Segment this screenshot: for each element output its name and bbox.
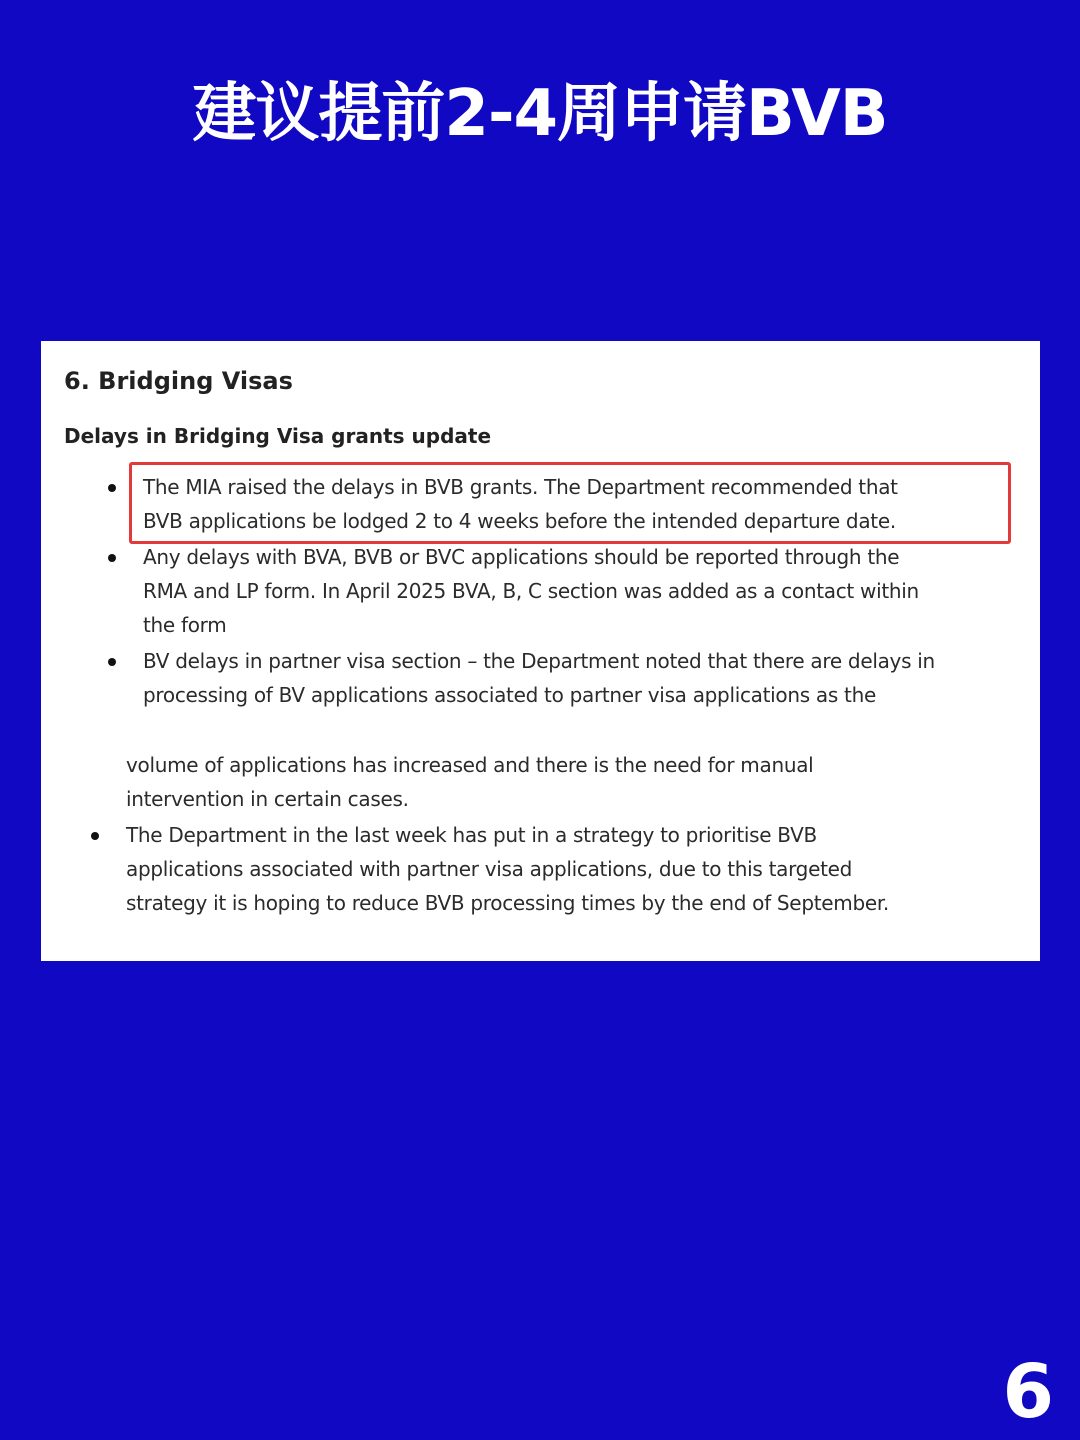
- page-title: 建议提前2-4周申请BVB: [192, 77, 888, 151]
- bullet-3-line-3: volume of applications has increased and there is the need for manual: [126, 753, 814, 777]
- bullet-1-line-1: The MIA raised the delays in BVB grants. The Department recommended that: [143, 475, 898, 499]
- bullet-4-line-3: strategy it is hoping to reduce BVB processing times by the end of September.: [126, 891, 889, 915]
- bullet-marker: [108, 484, 116, 492]
- bullet-marker: [108, 554, 116, 562]
- bullet-2-line-1: Any delays with BVA, BVB or BVC applications should be reported through the: [143, 545, 900, 569]
- bullet-4-line-1: The Department in the last week has put in a strategy to prioritise BVB: [126, 823, 817, 847]
- bullet-2-line-2: RMA and LP form. In April 2025 BVA, B, C section was added as a contact within: [143, 579, 919, 603]
- bullet-4-line-2: applications associated with partner visa applications, due to this targeted: [126, 857, 853, 881]
- document-excerpt-top: [41, 341, 1040, 729]
- bullet-2-line-3: the form: [143, 613, 227, 637]
- bullet-marker: [108, 658, 116, 666]
- bullet-marker: [91, 832, 99, 840]
- bullet-3-line-1: BV delays in partner visa section – the Department noted that there are delays in: [143, 649, 935, 673]
- document-excerpt-bottom: [41, 729, 1040, 961]
- subsection-heading: Delays in Bridging Visa grants update: [64, 424, 492, 448]
- bullet-1-line-2: BVB applications be lodged 2 to 4 weeks before the intended departure date.: [143, 509, 896, 533]
- bullet-3-line-4: intervention in certain cases.: [126, 787, 409, 811]
- bullet-3-line-2: processing of BV applications associated to partner visa applications as the: [143, 683, 876, 707]
- page-number: 6: [1002, 1349, 1054, 1435]
- section-heading: 6. Bridging Visas: [64, 367, 293, 395]
